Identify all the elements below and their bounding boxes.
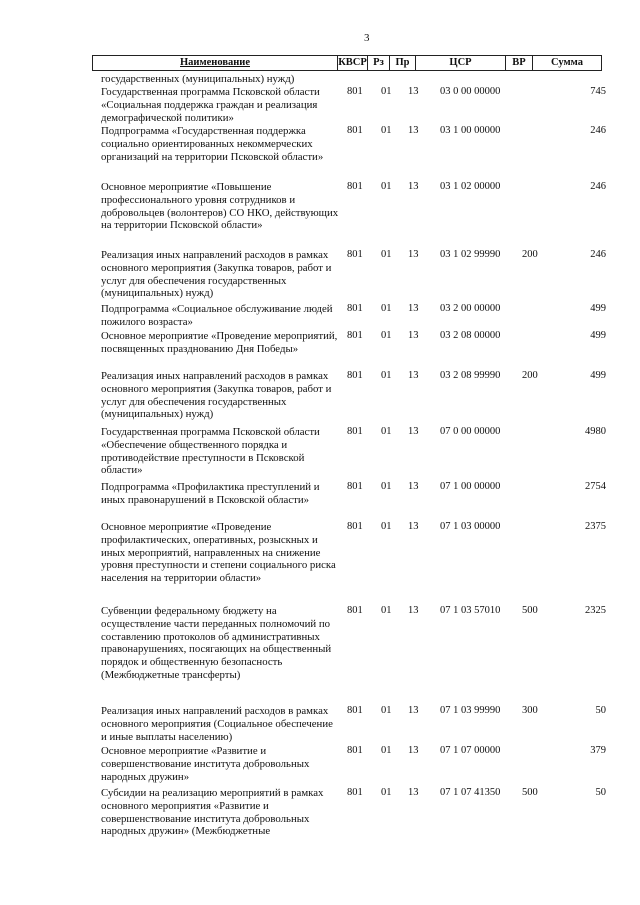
row-rz: 01 (381, 745, 392, 756)
row-name: Реализация иных направлений расходов в рамках основного мероприятия (Закупка товаров, работ и услуг для обеспечения государственных (муниципальных) нужд) (101, 370, 332, 421)
row-name: Реализация иных направлений расходов в рамках основного мероприятия (Закупка товаров, работ и услуг для обеспечения государственных (муниципальных) нужд) (101, 249, 332, 300)
table-row (0, 787, 640, 847)
row-kvsr: 801 (347, 426, 363, 437)
row-rz: 01 (381, 370, 392, 381)
row-rz: 01 (381, 303, 392, 314)
row-kvsr: 801 (347, 521, 363, 532)
row-name: Субвенции федеральному бюджету на осуществление части переданных полномочий по составлению протоколов об административных правонарушениях, посягающих на общественный порядок и общественную безопасность (Межбюджетные трансферты) (101, 605, 332, 681)
row-kvsr: 801 (347, 249, 363, 260)
row-pr: 13 (408, 605, 419, 616)
header-pr: Пр (390, 56, 416, 70)
row-rz: 01 (381, 181, 392, 192)
row-name: Основное мероприятие «Развитие и совершенствование института добровольных народных дружин» (101, 745, 310, 783)
header-csr: ЦСР (416, 56, 506, 70)
row-kvsr: 801 (347, 330, 363, 341)
row-name: Основное мероприятие «Повышение профессионального уровня сотрудников и добровольцев (волонтеров) СО НКО, действующих на территории Псковской области» (101, 181, 339, 232)
row-name: государственных (муниципальных) нужд) (101, 73, 295, 85)
header-rz: Рз (368, 56, 390, 70)
row-vr: 500 (522, 605, 538, 616)
row-name: Подпрограмма «Государственная поддержка социально ориентированных некоммерческих организаций на территории Псковской области» (101, 125, 324, 163)
row-sum: 499 (590, 303, 606, 314)
row-sum: 246 (590, 249, 606, 260)
table-row (0, 303, 640, 330)
row-vr: 200 (522, 249, 538, 260)
row-vr: 300 (522, 705, 538, 716)
table-row (0, 249, 640, 303)
row-pr: 13 (408, 705, 419, 716)
table-row (0, 370, 640, 426)
row-name: Реализация иных направлений расходов в рамках основного мероприятия (Социальное обеспечение и иные выплаты населению) (101, 705, 333, 743)
row-kvsr: 801 (347, 745, 363, 756)
budget-table-body (0, 73, 640, 847)
row-sum: 499 (590, 370, 606, 381)
row-name: Субсидии на реализацию мероприятий в рамках основного мероприятия «Развитие и совершенствование института добровольных народных дружин» (Межбюджетные (101, 787, 324, 838)
header-vr: ВР (506, 56, 533, 70)
page-number: 3 (364, 32, 370, 44)
row-pr: 13 (408, 426, 419, 437)
row-pr: 13 (408, 86, 419, 97)
table-row (0, 73, 640, 86)
row-pr: 13 (408, 787, 419, 798)
row-csr: 03 1 02 99990 (440, 249, 501, 260)
row-vr: 200 (522, 370, 538, 381)
table-row (0, 705, 640, 745)
row-rz: 01 (381, 605, 392, 616)
table-row (0, 181, 640, 249)
row-sum: 246 (590, 125, 606, 136)
row-rz: 01 (381, 330, 392, 341)
row-sum: 2754 (585, 481, 606, 492)
row-csr: 03 0 00 00000 (440, 86, 501, 97)
row-sum: 4980 (585, 426, 606, 437)
row-sum: 499 (590, 330, 606, 341)
row-pr: 13 (408, 249, 419, 260)
row-kvsr: 801 (347, 705, 363, 716)
table-row (0, 521, 640, 605)
row-rz: 01 (381, 481, 392, 492)
table-row (0, 745, 640, 787)
table-row (0, 86, 640, 125)
row-name: Основное мероприятие «Проведение профилактических, оперативных, розыскных и иных мероприятий, направленных на снижение уровня преступности и степени социального риска населения на территории области» (101, 521, 336, 585)
row-pr: 13 (408, 481, 419, 492)
row-name: Государственная программа Псковской области «Социальная поддержка граждан и реализация демографической политики» (101, 86, 320, 124)
table-header (92, 55, 602, 71)
row-kvsr: 801 (347, 481, 363, 492)
row-sum: 50 (595, 705, 606, 716)
row-pr: 13 (408, 330, 419, 341)
row-csr: 03 2 00 00000 (440, 303, 501, 314)
row-rz: 01 (381, 86, 392, 97)
row-kvsr: 801 (347, 86, 363, 97)
table-row (0, 426, 640, 481)
row-sum: 2325 (585, 605, 606, 616)
row-csr: 07 1 00 00000 (440, 481, 501, 492)
row-csr: 07 1 03 00000 (440, 521, 501, 532)
row-kvsr: 801 (347, 605, 363, 616)
row-pr: 13 (408, 125, 419, 136)
row-sum: 379 (590, 745, 606, 756)
row-kvsr: 801 (347, 303, 363, 314)
row-pr: 13 (408, 745, 419, 756)
row-pr: 13 (408, 370, 419, 381)
row-vr: 500 (522, 787, 538, 798)
row-sum: 50 (595, 787, 606, 798)
row-name: Подпрограмма «Профилактика преступлений и иных правонарушений в Псковской области» (101, 481, 320, 506)
row-rz: 01 (381, 787, 392, 798)
table-row (0, 330, 640, 370)
table-row (0, 605, 640, 705)
row-csr: 07 1 03 57010 (440, 605, 501, 616)
row-kvsr: 801 (347, 181, 363, 192)
row-rz: 01 (381, 249, 392, 260)
row-sum: 2375 (585, 521, 606, 532)
row-sum: 745 (590, 86, 606, 97)
row-pr: 13 (408, 521, 419, 532)
row-kvsr: 801 (347, 787, 363, 798)
row-rz: 01 (381, 521, 392, 532)
row-rz: 01 (381, 705, 392, 716)
row-rz: 01 (381, 125, 392, 136)
header-name: Наименование (93, 56, 338, 70)
row-rz: 01 (381, 426, 392, 437)
row-csr: 07 1 03 99990 (440, 705, 501, 716)
row-name: Государственная программа Псковской области «Обеспечение общественного порядка и противодействие преступности в Псковской области» (101, 426, 320, 477)
header-sum: Сумма (551, 57, 583, 68)
table-row (0, 481, 640, 521)
table-row (0, 125, 640, 181)
row-csr: 07 1 07 41350 (440, 787, 501, 798)
row-pr: 13 (408, 181, 419, 192)
row-csr: 07 1 07 00000 (440, 745, 501, 756)
row-sum: 246 (590, 181, 606, 192)
row-name: Подпрограмма «Социальное обслуживание людей пожилого возраста» (101, 303, 333, 328)
header-kvsr: КВСР (338, 57, 367, 68)
row-csr: 03 1 02 00000 (440, 181, 501, 192)
row-csr: 03 1 00 00000 (440, 125, 501, 136)
row-csr: 07 0 00 00000 (440, 426, 501, 437)
row-csr: 03 2 08 99990 (440, 370, 501, 381)
row-kvsr: 801 (347, 370, 363, 381)
row-kvsr: 801 (347, 125, 363, 136)
row-csr: 03 2 08 00000 (440, 330, 501, 341)
row-pr: 13 (408, 303, 419, 314)
row-name: Основное мероприятие «Проведение мероприятий, посвященных празднованию Дня Победы» (101, 330, 338, 355)
